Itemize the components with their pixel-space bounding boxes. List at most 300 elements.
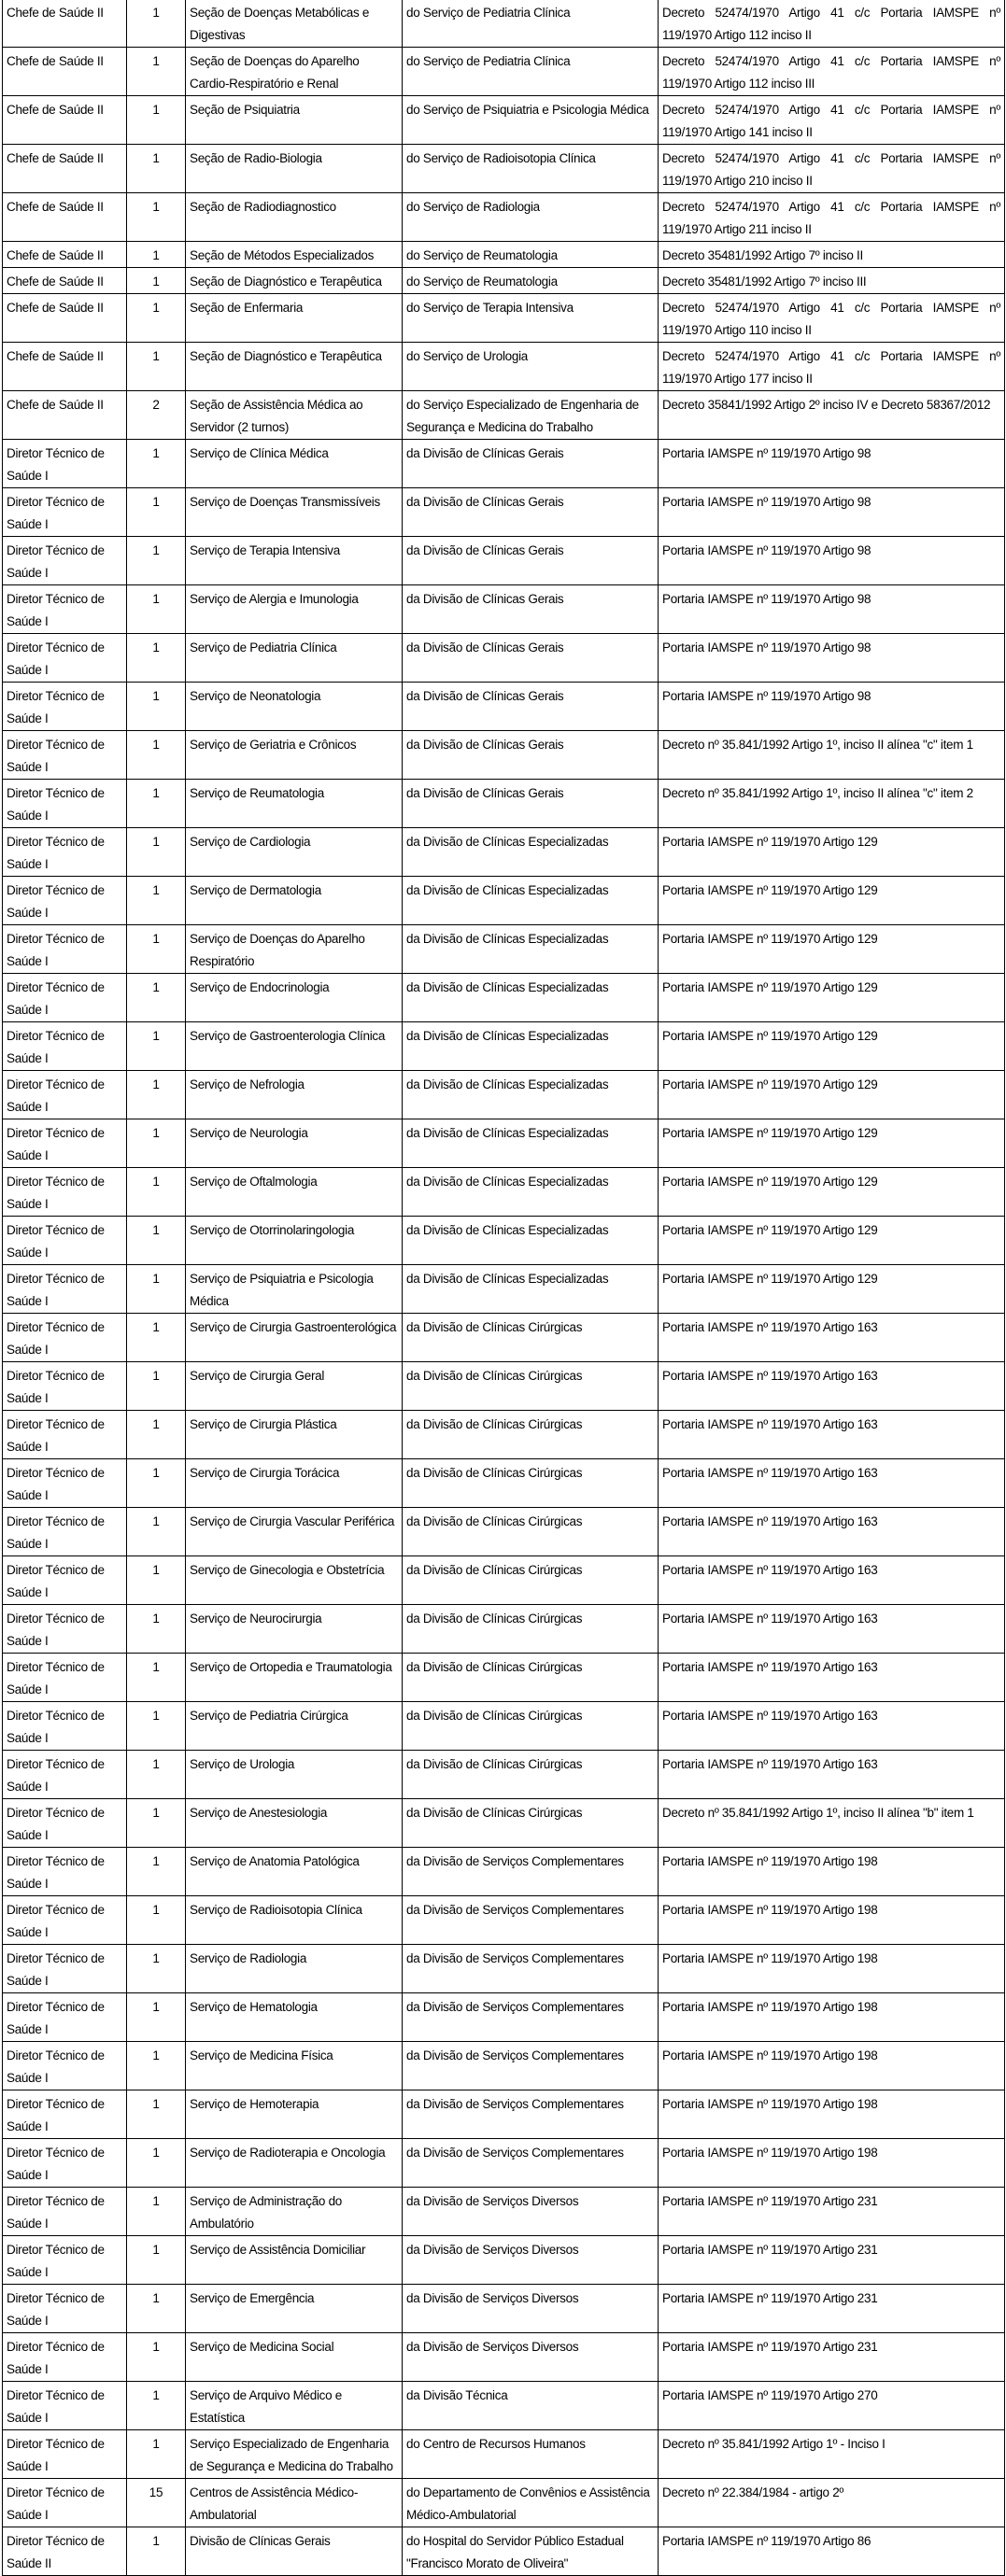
cargo-cell: Diretor Técnico de Saúde I — [3, 780, 127, 828]
quantity-cell: 2 — [127, 391, 186, 440]
unit-cell: Divisão de Clínicas Gerais — [186, 2527, 403, 2576]
legal-basis-cell: Portaria IAMSPE nº 119/1970 Artigo 163 — [659, 1459, 1005, 1508]
quantity-cell: 1 — [127, 2430, 186, 2479]
quantity-cell: 1 — [127, 2236, 186, 2285]
legal-basis-cell: Decreto 35481/1992 Artigo 7º inciso III — [659, 268, 1005, 294]
unit-cell: Centros de Assistência Médico-Ambulatorial — [186, 2479, 403, 2527]
parent-unit-cell: do Hospital do Servidor Público Estadual "Francisco Morato de Oliveira" — [403, 2527, 659, 2576]
quantity-cell: 1 — [127, 1896, 186, 1945]
unit-cell: Serviço Especializado de Engenharia de Segurança e Medicina do Trabalho — [186, 2430, 403, 2479]
table-row — [3, 537, 1005, 585]
legal-basis-cell: Decreto nº 35.841/1992 Artigo 1º, inciso II alínea "c" item 2 — [659, 780, 1005, 828]
table-row — [3, 1508, 1005, 1556]
unit-cell: Serviço de Oftalmologia — [186, 1168, 403, 1217]
quantity-cell: 1 — [127, 1605, 186, 1654]
parent-unit-cell: da Divisão de Clínicas Cirúrgicas — [403, 1702, 659, 1751]
table-row — [3, 1459, 1005, 1508]
table-row — [3, 440, 1005, 488]
parent-unit-cell: da Divisão de Clínicas Cirúrgicas — [403, 1411, 659, 1459]
unit-cell: Serviço de Doenças Transmissíveis — [186, 488, 403, 537]
table-row — [3, 1654, 1005, 1702]
table-row — [3, 2285, 1005, 2333]
cargo-cell: Diretor Técnico de Saúde I — [3, 1702, 127, 1751]
cargo-cell: Diretor Técnico de Saúde I — [3, 2430, 127, 2479]
quantity-cell: 1 — [127, 96, 186, 145]
unit-cell: Serviço de Urologia — [186, 1751, 403, 1799]
table-row — [3, 2527, 1005, 2576]
parent-unit-cell: da Divisão de Clínicas Cirúrgicas — [403, 1751, 659, 1799]
legal-basis-cell: Portaria IAMSPE nº 119/1970 Artigo 163 — [659, 1362, 1005, 1411]
table-row — [3, 2430, 1005, 2479]
table-row — [3, 96, 1005, 145]
cargo-cell: Diretor Técnico de Saúde I — [3, 1459, 127, 1508]
quantity-cell: 1 — [127, 634, 186, 683]
unit-cell: Serviço de Doenças do Aparelho Respiratório — [186, 925, 403, 974]
table-row — [3, 1556, 1005, 1605]
table-row — [3, 1071, 1005, 1119]
table-row — [3, 1848, 1005, 1896]
table-row — [3, 488, 1005, 537]
cargo-cell: Diretor Técnico de Saúde I — [3, 1556, 127, 1605]
cargo-cell: Diretor Técnico de Saúde I — [3, 634, 127, 683]
parent-unit-cell: da Divisão de Clínicas Gerais — [403, 488, 659, 537]
quantity-cell: 1 — [127, 2382, 186, 2430]
unit-cell: Serviço de Cirurgia Torácica — [186, 1459, 403, 1508]
quantity-cell: 1 — [127, 2527, 186, 2576]
unit-cell: Serviço de Nefrologia — [186, 1071, 403, 1119]
unit-cell: Seção de Radiodiagnostico — [186, 193, 403, 242]
quantity-cell: 1 — [127, 1702, 186, 1751]
quantity-cell: 1 — [127, 877, 186, 925]
table-row — [3, 1751, 1005, 1799]
cargo-cell: Diretor Técnico de Saúde I — [3, 828, 127, 877]
legal-basis-cell: Decreto nº 35.841/1992 Artigo 1º - Inciso I — [659, 2430, 1005, 2479]
table-row — [3, 2333, 1005, 2382]
quantity-cell: 1 — [127, 1314, 186, 1362]
table-row — [3, 2042, 1005, 2090]
parent-unit-cell: da Divisão de Clínicas Gerais — [403, 440, 659, 488]
legal-basis-cell: Portaria IAMSPE nº 119/1970 Artigo 198 — [659, 2090, 1005, 2139]
parent-unit-cell: do Serviço de Pediatria Clínica — [403, 0, 659, 48]
quantity-cell: 1 — [127, 925, 186, 974]
quantity-cell: 1 — [127, 2333, 186, 2382]
quantity-cell: 1 — [127, 1411, 186, 1459]
cargo-cell: Chefe de Saúde II — [3, 294, 127, 343]
unit-cell: Serviço de Neurocirurgia — [186, 1605, 403, 1654]
parent-unit-cell: da Divisão de Clínicas Gerais — [403, 537, 659, 585]
legal-basis-cell: Portaria IAMSPE nº 119/1970 Artigo 129 — [659, 1022, 1005, 1071]
quantity-cell: 1 — [127, 1071, 186, 1119]
cargo-cell: Diretor Técnico de Saúde I — [3, 1605, 127, 1654]
parent-unit-cell: da Divisão de Serviços Complementares — [403, 1896, 659, 1945]
table-row — [3, 2090, 1005, 2139]
quantity-cell: 1 — [127, 2285, 186, 2333]
unit-cell: Serviço de Neurologia — [186, 1119, 403, 1168]
unit-cell: Serviço de Hemoterapia — [186, 2090, 403, 2139]
unit-cell: Serviço de Cardiologia — [186, 828, 403, 877]
cargo-cell: Diretor Técnico de Saúde I — [3, 1217, 127, 1265]
cargo-cell: Diretor Técnico de Saúde I — [3, 1071, 127, 1119]
cargo-cell: Diretor Técnico de Saúde I — [3, 1654, 127, 1702]
table-row — [3, 974, 1005, 1022]
legal-basis-cell: Portaria IAMSPE nº 119/1970 Artigo 163 — [659, 1605, 1005, 1654]
unit-cell: Serviço de Radiologia — [186, 1945, 403, 1993]
quantity-cell: 1 — [127, 780, 186, 828]
cargo-cell: Diretor Técnico de Saúde I — [3, 537, 127, 585]
cargo-cell: Diretor Técnico de Saúde I — [3, 877, 127, 925]
parent-unit-cell: da Divisão de Serviços Complementares — [403, 2042, 659, 2090]
table-row — [3, 268, 1005, 294]
legal-basis-cell: Portaria IAMSPE nº 119/1970 Artigo 129 — [659, 974, 1005, 1022]
unit-cell: Seção de Enfermaria — [186, 294, 403, 343]
parent-unit-cell: da Divisão de Clínicas Cirúrgicas — [403, 1556, 659, 1605]
cargo-cell: Diretor Técnico de Saúde I — [3, 1022, 127, 1071]
parent-unit-cell: da Divisão de Clínicas Cirúrgicas — [403, 1362, 659, 1411]
table-body — [3, 0, 1005, 2576]
quantity-cell: 1 — [127, 1217, 186, 1265]
cargo-cell: Diretor Técnico de Saúde I — [3, 1799, 127, 1848]
legal-basis-cell: Decreto 52474/1970 Artigo 41 c/c Portaria IAMSPE nº 119/1970 Artigo 141 inciso II — [659, 96, 1005, 145]
parent-unit-cell: da Divisão de Serviços Complementares — [403, 2090, 659, 2139]
table-row — [3, 634, 1005, 683]
cargo-cell: Diretor Técnico de Saúde I — [3, 1168, 127, 1217]
unit-cell: Serviço de Medicina Física — [186, 2042, 403, 2090]
table-row — [3, 828, 1005, 877]
unit-cell: Serviço de Anestesiologia — [186, 1799, 403, 1848]
quantity-cell: 1 — [127, 488, 186, 537]
parent-unit-cell: do Serviço de Reumatologia — [403, 242, 659, 268]
cargo-cell: Chefe de Saúde II — [3, 0, 127, 48]
parent-unit-cell: da Divisão de Clínicas Especializadas — [403, 1022, 659, 1071]
cargo-cell: Diretor Técnico de Saúde I — [3, 440, 127, 488]
cargo-cell: Diretor Técnico de Saúde I — [3, 488, 127, 537]
parent-unit-cell: da Divisão de Clínicas Especializadas — [403, 1217, 659, 1265]
unit-cell: Serviço de Otorrinolaringologia — [186, 1217, 403, 1265]
quantity-cell: 1 — [127, 145, 186, 193]
quantity-cell: 1 — [127, 1459, 186, 1508]
parent-unit-cell: da Divisão de Clínicas Especializadas — [403, 925, 659, 974]
unit-cell: Serviço de Administração do Ambulatório — [186, 2188, 403, 2236]
parent-unit-cell: da Divisão de Clínicas Gerais — [403, 731, 659, 780]
parent-unit-cell: da Divisão de Serviços Diversos — [403, 2285, 659, 2333]
table-row — [3, 145, 1005, 193]
legal-basis-cell: Portaria IAMSPE nº 119/1970 Artigo 98 — [659, 585, 1005, 634]
cargo-cell: Diretor Técnico de Saúde I — [3, 2042, 127, 2090]
unit-cell: Seção de Assistência Médica ao Servidor (2 turnos) — [186, 391, 403, 440]
table-row — [3, 48, 1005, 96]
table-row — [3, 2236, 1005, 2285]
cargo-cell: Diretor Técnico de Saúde I — [3, 2285, 127, 2333]
parent-unit-cell: da Divisão de Clínicas Cirúrgicas — [403, 1654, 659, 1702]
quantity-cell: 1 — [127, 974, 186, 1022]
parent-unit-cell: da Divisão de Clínicas Gerais — [403, 634, 659, 683]
table-row — [3, 1702, 1005, 1751]
legal-basis-cell: Decreto nº 35.841/1992 Artigo 1º, inciso II alínea "b" item 1 — [659, 1799, 1005, 1848]
legal-basis-cell: Decreto 52474/1970 Artigo 41 c/c Portaria IAMSPE nº 119/1970 Artigo 112 inciso III — [659, 48, 1005, 96]
table-row — [3, 585, 1005, 634]
unit-cell: Serviço de Neonatologia — [186, 683, 403, 731]
legal-basis-cell: Portaria IAMSPE nº 119/1970 Artigo 198 — [659, 1896, 1005, 1945]
legal-basis-cell: Decreto 35841/1992 Artigo 2º inciso IV e Decreto 58367/2012 — [659, 391, 1005, 440]
unit-cell: Serviço de Pediatria Cirúrgica — [186, 1702, 403, 1751]
cargo-cell: Diretor Técnico de Saúde I — [3, 1265, 127, 1314]
quantity-cell: 1 — [127, 2090, 186, 2139]
table-row — [3, 242, 1005, 268]
legal-basis-cell: Decreto 52474/1970 Artigo 41 c/c Portaria IAMSPE nº 119/1970 Artigo 112 inciso II — [659, 0, 1005, 48]
unit-cell: Serviço de Terapia Intensiva — [186, 537, 403, 585]
parent-unit-cell: da Divisão de Serviços Diversos — [403, 2236, 659, 2285]
parent-unit-cell: do Serviço de Psiquiatria e Psicologia Médica — [403, 96, 659, 145]
table-row — [3, 1119, 1005, 1168]
legal-basis-cell: Portaria IAMSPE nº 119/1970 Artigo 270 — [659, 2382, 1005, 2430]
legal-basis-cell: Decreto nº 22.384/1984 - artigo 2º — [659, 2479, 1005, 2527]
quantity-cell: 1 — [127, 2188, 186, 2236]
quantity-cell: 1 — [127, 1508, 186, 1556]
cargo-cell: Diretor Técnico de Saúde I — [3, 1411, 127, 1459]
table-row — [3, 1168, 1005, 1217]
table-row — [3, 1411, 1005, 1459]
cargo-cell: Diretor Técnico de Saúde I — [3, 1751, 127, 1799]
unit-cell: Serviço de Psiquiatria e Psicologia Médica — [186, 1265, 403, 1314]
parent-unit-cell: da Divisão de Clínicas Gerais — [403, 780, 659, 828]
quantity-cell: 1 — [127, 537, 186, 585]
parent-unit-cell: da Divisão de Clínicas Especializadas — [403, 974, 659, 1022]
parent-unit-cell: da Divisão de Clínicas Especializadas — [403, 1265, 659, 1314]
cargo-cell: Chefe de Saúde II — [3, 193, 127, 242]
legal-basis-cell: Portaria IAMSPE nº 119/1970 Artigo 231 — [659, 2285, 1005, 2333]
cargo-cell: Chefe de Saúde II — [3, 48, 127, 96]
legal-basis-cell: Portaria IAMSPE nº 119/1970 Artigo 86 — [659, 2527, 1005, 2576]
parent-unit-cell: da Divisão de Serviços Complementares — [403, 1945, 659, 1993]
table-row — [3, 1314, 1005, 1362]
table-row — [3, 1605, 1005, 1654]
unit-cell: Serviço de Radioterapia e Oncologia — [186, 2139, 403, 2188]
legal-basis-cell: Portaria IAMSPE nº 119/1970 Artigo 129 — [659, 1217, 1005, 1265]
table-row — [3, 1022, 1005, 1071]
legal-basis-cell: Decreto 35481/1992 Artigo 7º inciso II — [659, 242, 1005, 268]
legal-basis-cell: Portaria IAMSPE nº 119/1970 Artigo 98 — [659, 537, 1005, 585]
legal-basis-cell: Decreto 52474/1970 Artigo 41 c/c Portaria IAMSPE nº 119/1970 Artigo 110 inciso II — [659, 294, 1005, 343]
cargo-cell: Diretor Técnico de Saúde I — [3, 2236, 127, 2285]
parent-unit-cell: da Divisão de Serviços Complementares — [403, 2139, 659, 2188]
quantity-cell: 1 — [127, 1362, 186, 1411]
table-row — [3, 1945, 1005, 1993]
table-row — [3, 925, 1005, 974]
quantity-cell: 1 — [127, 1993, 186, 2042]
legal-basis-cell: Portaria IAMSPE nº 119/1970 Artigo 231 — [659, 2333, 1005, 2382]
table-row — [3, 193, 1005, 242]
parent-unit-cell: da Divisão de Clínicas Cirúrgicas — [403, 1508, 659, 1556]
legal-basis-cell: Portaria IAMSPE nº 119/1970 Artigo 98 — [659, 440, 1005, 488]
table-row — [3, 1217, 1005, 1265]
cargo-cell: Chefe de Saúde II — [3, 343, 127, 391]
legal-basis-cell: Portaria IAMSPE nº 119/1970 Artigo 98 — [659, 634, 1005, 683]
cargo-cell: Diretor Técnico de Saúde I — [3, 731, 127, 780]
parent-unit-cell: da Divisão de Clínicas Cirúrgicas — [403, 1314, 659, 1362]
cargo-cell: Diretor Técnico de Saúde I — [3, 683, 127, 731]
unit-cell: Serviço de Anatomia Patológica — [186, 1848, 403, 1896]
parent-unit-cell: do Serviço de Radioisotopia Clínica — [403, 145, 659, 193]
cargo-cell: Chefe de Saúde II — [3, 145, 127, 193]
legal-basis-cell: Decreto 52474/1970 Artigo 41 c/c Portaria IAMSPE nº 119/1970 Artigo 210 inciso II — [659, 145, 1005, 193]
parent-unit-cell: do Departamento de Convênios e Assistência Médico-Ambulatorial — [403, 2479, 659, 2527]
positions-table — [2, 0, 1005, 2576]
legal-basis-cell: Portaria IAMSPE nº 119/1970 Artigo 129 — [659, 877, 1005, 925]
unit-cell: Serviço de Cirurgia Vascular Periférica — [186, 1508, 403, 1556]
parent-unit-cell: da Divisão de Clínicas Especializadas — [403, 1168, 659, 1217]
table-row — [3, 1993, 1005, 2042]
unit-cell: Serviço de Endocrinologia — [186, 974, 403, 1022]
quantity-cell: 1 — [127, 1168, 186, 1217]
document-page — [2, 0, 1004, 2576]
table-row — [3, 0, 1005, 48]
quantity-cell: 1 — [127, 268, 186, 294]
quantity-cell: 1 — [127, 1751, 186, 1799]
parent-unit-cell: da Divisão de Clínicas Especializadas — [403, 1071, 659, 1119]
parent-unit-cell: da Divisão de Clínicas Especializadas — [403, 877, 659, 925]
table-row — [3, 877, 1005, 925]
legal-basis-cell: Portaria IAMSPE nº 119/1970 Artigo 129 — [659, 1119, 1005, 1168]
parent-unit-cell: do Centro de Recursos Humanos — [403, 2430, 659, 2479]
parent-unit-cell: do Serviço de Pediatria Clínica — [403, 48, 659, 96]
parent-unit-cell: da Divisão de Clínicas Gerais — [403, 585, 659, 634]
unit-cell: Seção de Doenças Metabólicas e Digestivas — [186, 0, 403, 48]
table-row — [3, 780, 1005, 828]
legal-basis-cell: Portaria IAMSPE nº 119/1970 Artigo 163 — [659, 1314, 1005, 1362]
legal-basis-cell: Portaria IAMSPE nº 119/1970 Artigo 129 — [659, 1071, 1005, 1119]
legal-basis-cell: Portaria IAMSPE nº 119/1970 Artigo 163 — [659, 1654, 1005, 1702]
legal-basis-cell: Portaria IAMSPE nº 119/1970 Artigo 129 — [659, 1265, 1005, 1314]
cargo-cell: Chefe de Saúde II — [3, 391, 127, 440]
unit-cell: Serviço de Radioisotopia Clínica — [186, 1896, 403, 1945]
quantity-cell: 1 — [127, 585, 186, 634]
legal-basis-cell: Portaria IAMSPE nº 119/1970 Artigo 163 — [659, 1751, 1005, 1799]
quantity-cell: 1 — [127, 1022, 186, 1071]
table-row — [3, 2139, 1005, 2188]
unit-cell: Seção de Diagnóstico e Terapêutica — [186, 268, 403, 294]
unit-cell: Serviço de Alergia e Imunologia — [186, 585, 403, 634]
quantity-cell: 1 — [127, 48, 186, 96]
cargo-cell: Diretor Técnico de Saúde I — [3, 2139, 127, 2188]
cargo-cell: Diretor Técnico de Saúde I — [3, 1848, 127, 1896]
parent-unit-cell: do Serviço Especializado de Engenharia de Segurança e Medicina do Trabalho — [403, 391, 659, 440]
legal-basis-cell: Portaria IAMSPE nº 119/1970 Artigo 163 — [659, 1411, 1005, 1459]
table-row — [3, 683, 1005, 731]
cargo-cell: Chefe de Saúde II — [3, 268, 127, 294]
cargo-cell: Diretor Técnico de Saúde I — [3, 2333, 127, 2382]
quantity-cell: 1 — [127, 242, 186, 268]
parent-unit-cell: do Serviço de Radiologia — [403, 193, 659, 242]
cargo-cell: Diretor Técnico de Saúde I — [3, 1508, 127, 1556]
legal-basis-cell: Portaria IAMSPE nº 119/1970 Artigo 129 — [659, 1168, 1005, 1217]
unit-cell: Serviço de Ortopedia e Traumatologia — [186, 1654, 403, 1702]
cargo-cell: Diretor Técnico de Saúde I — [3, 1314, 127, 1362]
quantity-cell: 1 — [127, 1799, 186, 1848]
legal-basis-cell: Portaria IAMSPE nº 119/1970 Artigo 98 — [659, 683, 1005, 731]
legal-basis-cell: Portaria IAMSPE nº 119/1970 Artigo 198 — [659, 2139, 1005, 2188]
parent-unit-cell: da Divisão de Clínicas Cirúrgicas — [403, 1799, 659, 1848]
quantity-cell: 1 — [127, 1119, 186, 1168]
cargo-cell: Chefe de Saúde II — [3, 96, 127, 145]
legal-basis-cell: Decreto 52474/1970 Artigo 41 c/c Portaria IAMSPE nº 119/1970 Artigo 177 inciso II — [659, 343, 1005, 391]
unit-cell: Serviço de Arquivo Médico e Estatística — [186, 2382, 403, 2430]
legal-basis-cell: Portaria IAMSPE nº 119/1970 Artigo 129 — [659, 925, 1005, 974]
quantity-cell: 15 — [127, 2479, 186, 2527]
table-row — [3, 1799, 1005, 1848]
unit-cell: Serviço de Ginecologia e Obstetrícia — [186, 1556, 403, 1605]
parent-unit-cell: do Serviço de Reumatologia — [403, 268, 659, 294]
parent-unit-cell: da Divisão de Serviços Complementares — [403, 1993, 659, 2042]
quantity-cell: 1 — [127, 294, 186, 343]
unit-cell: Seção de Diagnóstico e Terapêutica — [186, 343, 403, 391]
parent-unit-cell: da Divisão de Clínicas Cirúrgicas — [403, 1459, 659, 1508]
unit-cell: Serviço de Clínica Médica — [186, 440, 403, 488]
parent-unit-cell: do Serviço de Urologia — [403, 343, 659, 391]
cargo-cell: Diretor Técnico de Saúde I — [3, 1945, 127, 1993]
quantity-cell: 1 — [127, 1945, 186, 1993]
unit-cell: Serviço de Medicina Social — [186, 2333, 403, 2382]
cargo-cell: Diretor Técnico de Saúde I — [3, 2382, 127, 2430]
table-row — [3, 731, 1005, 780]
unit-cell: Serviço de Cirurgia Geral — [186, 1362, 403, 1411]
table-row — [3, 2188, 1005, 2236]
parent-unit-cell: da Divisão de Clínicas Cirúrgicas — [403, 1605, 659, 1654]
cargo-cell: Diretor Técnico de Saúde I — [3, 585, 127, 634]
quantity-cell: 1 — [127, 343, 186, 391]
quantity-cell: 1 — [127, 683, 186, 731]
quantity-cell: 1 — [127, 0, 186, 48]
legal-basis-cell: Portaria IAMSPE nº 119/1970 Artigo 231 — [659, 2188, 1005, 2236]
cargo-cell: Diretor Técnico de Saúde I — [3, 2090, 127, 2139]
cargo-cell: Diretor Técnico de Saúde I — [3, 1896, 127, 1945]
cargo-cell: Diretor Técnico de Saúde I — [3, 1119, 127, 1168]
parent-unit-cell: da Divisão Técnica — [403, 2382, 659, 2430]
cargo-cell: Chefe de Saúde II — [3, 242, 127, 268]
quantity-cell: 1 — [127, 1848, 186, 1896]
legal-basis-cell: Portaria IAMSPE nº 119/1970 Artigo 198 — [659, 1848, 1005, 1896]
unit-cell: Serviço de Dermatologia — [186, 877, 403, 925]
legal-basis-cell: Decreto 52474/1970 Artigo 41 c/c Portaria IAMSPE nº 119/1970 Artigo 211 inciso II — [659, 193, 1005, 242]
unit-cell: Serviço de Cirurgia Plástica — [186, 1411, 403, 1459]
parent-unit-cell: do Serviço de Terapia Intensiva — [403, 294, 659, 343]
quantity-cell: 1 — [127, 2139, 186, 2188]
cargo-cell: Diretor Técnico de Saúde I — [3, 2188, 127, 2236]
cargo-cell: Diretor Técnico de Saúde II — [3, 2527, 127, 2576]
unit-cell: Serviço de Pediatria Clínica — [186, 634, 403, 683]
unit-cell: Serviço de Cirurgia Gastroenterológica — [186, 1314, 403, 1362]
legal-basis-cell: Portaria IAMSPE nº 119/1970 Artigo 163 — [659, 1556, 1005, 1605]
legal-basis-cell: Portaria IAMSPE nº 119/1970 Artigo 231 — [659, 2236, 1005, 2285]
legal-basis-cell: Portaria IAMSPE nº 119/1970 Artigo 98 — [659, 488, 1005, 537]
table-row — [3, 2479, 1005, 2527]
unit-cell: Serviço de Reumatologia — [186, 780, 403, 828]
table-row — [3, 391, 1005, 440]
quantity-cell: 1 — [127, 1556, 186, 1605]
legal-basis-cell: Portaria IAMSPE nº 119/1970 Artigo 129 — [659, 828, 1005, 877]
cargo-cell: Diretor Técnico de Saúde I — [3, 974, 127, 1022]
table-row — [3, 294, 1005, 343]
parent-unit-cell: da Divisão de Serviços Diversos — [403, 2188, 659, 2236]
unit-cell: Serviço de Hematologia — [186, 1993, 403, 2042]
unit-cell: Seção de Métodos Especializados — [186, 242, 403, 268]
legal-basis-cell: Portaria IAMSPE nº 119/1970 Artigo 163 — [659, 1702, 1005, 1751]
cargo-cell: Diretor Técnico de Saúde I — [3, 1993, 127, 2042]
unit-cell: Serviço de Emergência — [186, 2285, 403, 2333]
table-row — [3, 1896, 1005, 1945]
cargo-cell: Diretor Técnico de Saúde I — [3, 925, 127, 974]
table-row — [3, 343, 1005, 391]
legal-basis-cell: Portaria IAMSPE nº 119/1970 Artigo 198 — [659, 1945, 1005, 1993]
